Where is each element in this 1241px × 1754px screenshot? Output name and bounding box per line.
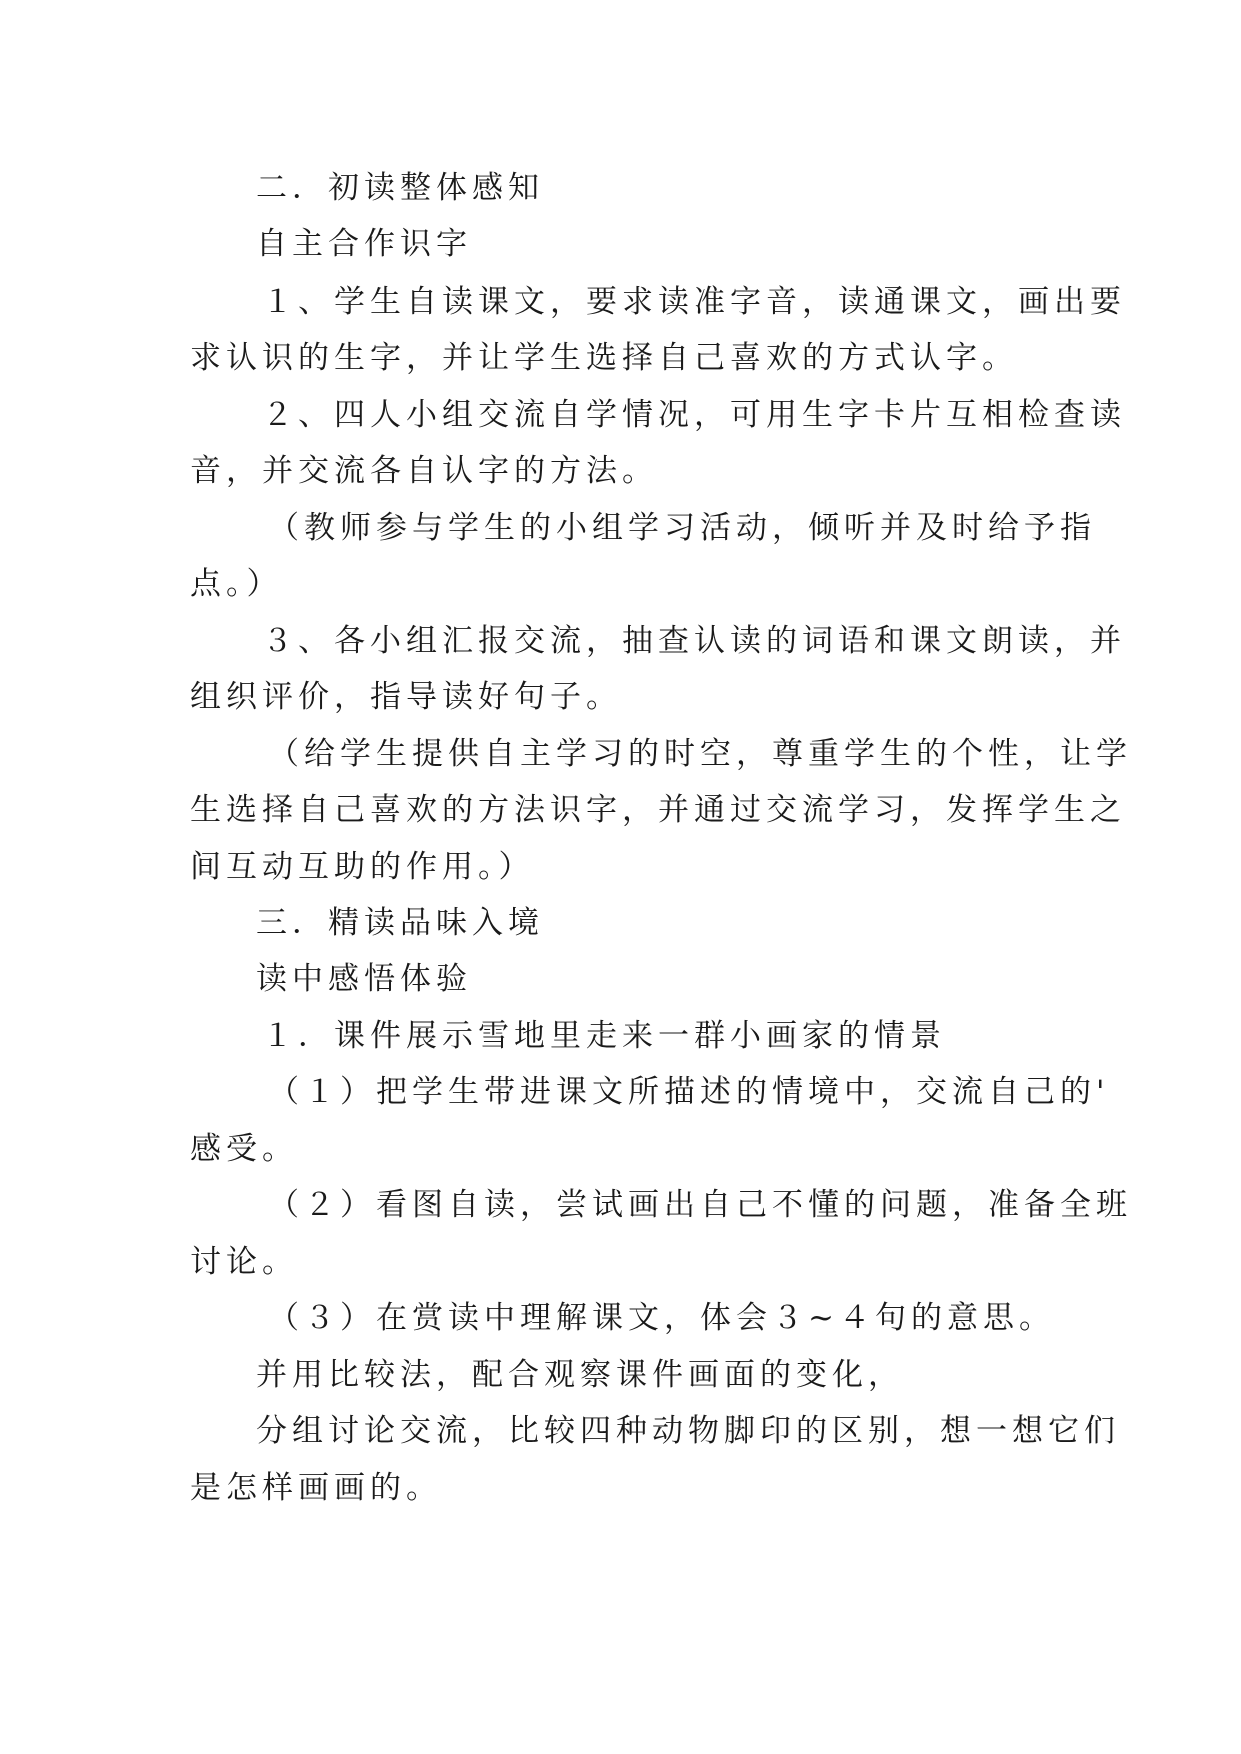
paragraph-line: （１）把学生带进课文所描述的情境中，交流自己的' xyxy=(268,1074,1110,1110)
paragraph-line: １、学生自读课文，要求读准字音，读通课文，画出要 xyxy=(262,284,1126,320)
paragraph-line: 感受。 xyxy=(190,1131,298,1167)
section-heading-2: 二．初读整体感知 xyxy=(256,170,544,206)
paragraph-line: 组织评价，指导读好句子。 xyxy=(190,679,622,715)
paragraph-line: 是怎样画画的。 xyxy=(190,1470,442,1506)
paragraph-line: （３）在赏读中理解课文，体会３~４句的意思。 xyxy=(268,1300,1055,1336)
paragraph-line: ２、四人小组交流自学情况，可用生字卡片互相检查读 xyxy=(262,397,1126,433)
subheading: 读中感悟体验 xyxy=(256,961,472,997)
paragraph-line: 分组讨论交流，比较四种动物脚印的区别，想一想它们 xyxy=(256,1413,1120,1449)
subheading: 自主合作识字 xyxy=(256,226,472,262)
section-heading-3: 三．精读品味入境 xyxy=(256,905,544,941)
paragraph-line: 并用比较法，配合观察课件画面的变化， xyxy=(256,1357,904,1393)
paragraph-line: （给学生提供自主学习的时空，尊重学生的个性，让学 xyxy=(268,736,1132,772)
paragraph-line: 音，并交流各自认字的方法。 xyxy=(190,453,658,489)
paragraph-line: 讨论。 xyxy=(190,1244,298,1280)
paragraph-line: 间互动互助的作用。） xyxy=(190,849,535,885)
paragraph-line: １．课件展示雪地里走来一群小画家的情景 xyxy=(262,1018,946,1054)
paragraph-line: （２）看图自读，尝试画出自己不懂的问题，准备全班 xyxy=(268,1187,1132,1223)
paragraph-line: （教师参与学生的小组学习活动，倾听并及时给予指 xyxy=(268,510,1096,546)
paragraph-line: ３、各小组汇报交流，抽查认读的词语和课文朗读，并 xyxy=(262,623,1126,659)
paragraph-line: 点。） xyxy=(190,566,283,602)
paragraph-line: 求认识的生字，并让学生选择自己喜欢的方式认字。 xyxy=(190,340,1018,376)
paragraph-line: 生选择自己喜欢的方法识字，并通过交流学习，发挥学生之 xyxy=(190,792,1126,828)
